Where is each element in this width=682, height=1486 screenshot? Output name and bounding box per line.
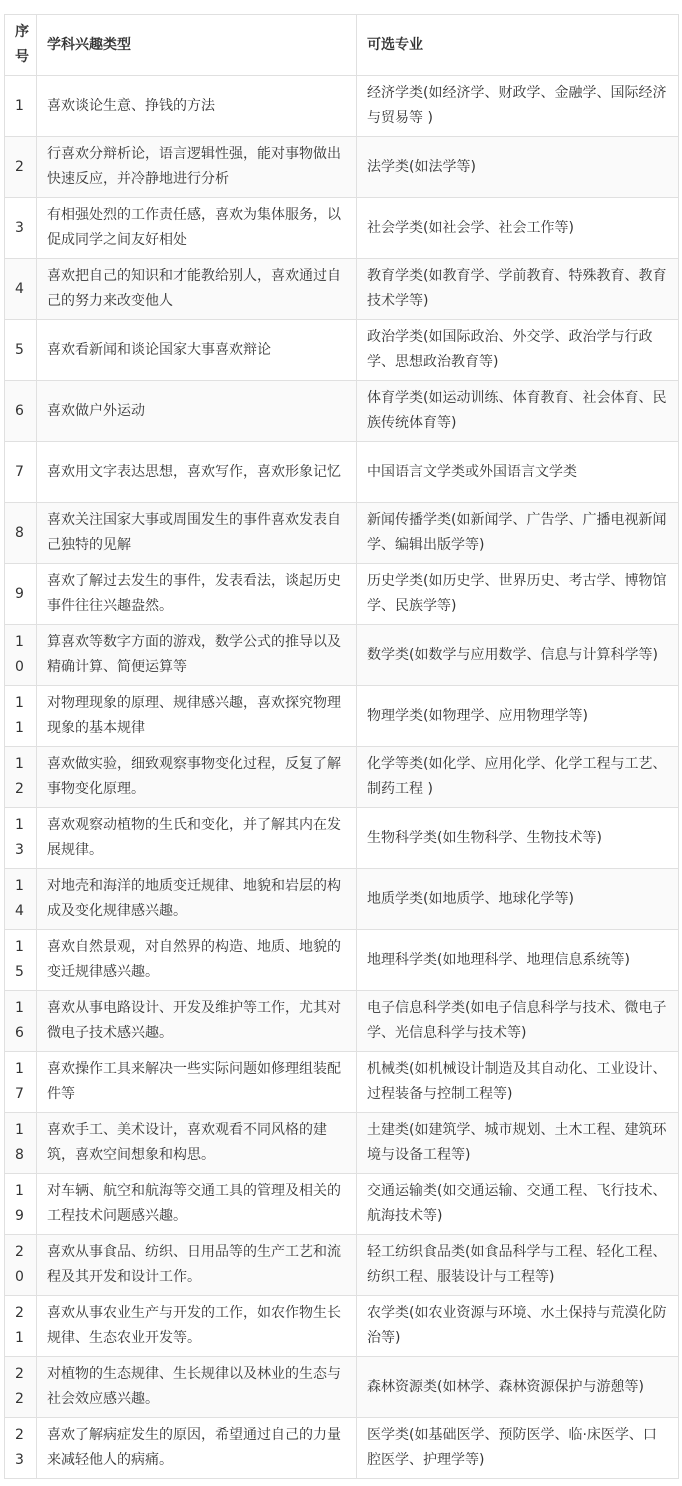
table-row bbox=[5, 564, 679, 625]
row-number: 11 bbox=[5, 686, 37, 747]
table-row bbox=[5, 625, 679, 686]
row-number: 2 bbox=[5, 137, 37, 198]
row-majors: 森林资源类(如林学、森林资源保护与游憩等) bbox=[357, 1357, 679, 1418]
table-row bbox=[5, 930, 679, 991]
row-interest: 喜欢观察动植物的生氏和变化，并了解其内在发展规律。 bbox=[37, 808, 357, 869]
row-number: 4 bbox=[5, 259, 37, 320]
row-majors: 农学类(如农业资源与环境、水土保持与荒漠化防治等) bbox=[357, 1296, 679, 1357]
row-number: 19 bbox=[5, 1174, 37, 1235]
table-row bbox=[5, 686, 679, 747]
table-row bbox=[5, 442, 679, 503]
table-row bbox=[5, 259, 679, 320]
row-majors: 数学类(如数学与应用数学、信息与计算科学等) bbox=[357, 625, 679, 686]
table-row bbox=[5, 869, 679, 930]
header-majors: 可选专业 bbox=[357, 15, 679, 76]
row-number: 14 bbox=[5, 869, 37, 930]
row-majors: 社会学类(如社会学、社会工作等) bbox=[357, 198, 679, 259]
row-interest: 喜欢操作工具来解决一些实际问题如修理组装配件等 bbox=[37, 1052, 357, 1113]
row-majors: 地质学类(如地质学、地球化学等) bbox=[357, 869, 679, 930]
table-row bbox=[5, 1174, 679, 1235]
table-row bbox=[5, 808, 679, 869]
row-majors: 物理学类(如物理学、应用物理学等) bbox=[357, 686, 679, 747]
row-number: 8 bbox=[5, 503, 37, 564]
row-number: 1 bbox=[5, 76, 37, 137]
row-interest: 喜欢从事电路设计、开发及维护等工作，尤其对微电子技术感兴趣。 bbox=[37, 991, 357, 1052]
row-number: 18 bbox=[5, 1113, 37, 1174]
row-interest: 喜欢了解病症发生的原因，希望通过自己的力量来减轻他人的病痛。 bbox=[37, 1418, 357, 1479]
row-majors: 交通运输类(如交通运输、交通工程、飞行技术、航海技术等) bbox=[357, 1174, 679, 1235]
row-interest: 喜欢把自己的知识和才能教给别人，喜欢通过自己的努力来改变他人 bbox=[37, 259, 357, 320]
row-number: 21 bbox=[5, 1296, 37, 1357]
table-row bbox=[5, 1052, 679, 1113]
table-row bbox=[5, 991, 679, 1052]
table-row bbox=[5, 747, 679, 808]
row-interest: 喜欢关注国家大事或周围发生的事件喜欢发表自己独特的见解 bbox=[37, 503, 357, 564]
row-interest: 算喜欢等数字方面的游戏，数学公式的推导以及精确计算、简便运算等 bbox=[37, 625, 357, 686]
row-interest: 喜欢谈论生意、挣钱的方法 bbox=[37, 76, 357, 137]
row-majors: 机械类(如机械设计制造及其自动化、工业设计、过程装备与控制工程等) bbox=[357, 1052, 679, 1113]
row-majors: 历史学类(如历史学、世界历史、考古学、博物馆学、民族学等) bbox=[357, 564, 679, 625]
majors-table bbox=[4, 14, 679, 1479]
row-majors: 地理科学类(如地理科学、地理信息系统等) bbox=[357, 930, 679, 991]
row-majors: 化学等类(如化学、应用化学、化学工程与工艺、制药工程 ) bbox=[357, 747, 679, 808]
row-number: 5 bbox=[5, 320, 37, 381]
table-row bbox=[5, 1296, 679, 1357]
table-row bbox=[5, 76, 679, 137]
row-interest: 喜欢做户外运动 bbox=[37, 381, 357, 442]
row-interest: 喜欢从事食品、纺织、日用品等的生产工艺和流程及其开发和设计工作。 bbox=[37, 1235, 357, 1296]
row-majors: 新闻传播学类(如新闻学、广告学、广播电视新闻学、编辑出版学等) bbox=[357, 503, 679, 564]
row-number: 9 bbox=[5, 564, 37, 625]
row-number: 15 bbox=[5, 930, 37, 991]
row-majors: 土建类(如建筑学、城市规划、土木工程、建筑环境与设备工程等) bbox=[357, 1113, 679, 1174]
row-interest: 喜欢从事农业生产与开发的工作，如农作物生长规律、生态农业开发等。 bbox=[37, 1296, 357, 1357]
row-interest: 对物理现象的原理、规律感兴趣，喜欢探究物理现象的基本规律 bbox=[37, 686, 357, 747]
row-number: 13 bbox=[5, 808, 37, 869]
row-majors: 政治学类(如国际政治、外交学、政治学与行政学、思想政治教育等) bbox=[357, 320, 679, 381]
row-number: 10 bbox=[5, 625, 37, 686]
row-number: 12 bbox=[5, 747, 37, 808]
table-row bbox=[5, 1235, 679, 1296]
row-interest: 对车辆、航空和航海等交通工具的管理及相关的工程技术问题感兴趣。 bbox=[37, 1174, 357, 1235]
row-number: 3 bbox=[5, 198, 37, 259]
row-majors: 经济学类(如经济学、财政学、金融学、国际经济与贸易等 ) bbox=[357, 76, 679, 137]
row-number: 16 bbox=[5, 991, 37, 1052]
table-row bbox=[5, 503, 679, 564]
header-number: 序号 bbox=[5, 15, 37, 76]
table-row bbox=[5, 381, 679, 442]
table-row bbox=[5, 1418, 679, 1479]
row-majors: 中国语言文学类或外国语言文学类 bbox=[357, 442, 679, 503]
row-number: 17 bbox=[5, 1052, 37, 1113]
row-interest: 有相强处烈的工作责任感，喜欢为集体服务，以促成同学之间友好相处 bbox=[37, 198, 357, 259]
row-majors: 电子信息科学类(如电子信息科学与技术、微电子学、光信息科学与技术等) bbox=[357, 991, 679, 1052]
row-interest: 喜欢用文字表达思想，喜欢写作，喜欢形象记忆 bbox=[37, 442, 357, 503]
table-row bbox=[5, 1357, 679, 1418]
row-majors: 体育学类(如运动训练、体育教育、社会体育、民族传统体育等) bbox=[357, 381, 679, 442]
row-number: 20 bbox=[5, 1235, 37, 1296]
row-number: 22 bbox=[5, 1357, 37, 1418]
row-interest: 喜欢手工、美术设计，喜欢观看不同风格的建筑，喜欢空间想象和构思。 bbox=[37, 1113, 357, 1174]
row-interest: 喜欢自然景观，对自然界的构造、地质、地貌的变迁规律感兴趣。 bbox=[37, 930, 357, 991]
row-interest: 行喜欢分辩析论，语言逻辑性强，能对事物做出快速反应，并冷静地进行分析 bbox=[37, 137, 357, 198]
row-interest: 对植物的生态规律、生长规律以及林业的生态与社会效应感兴趣。 bbox=[37, 1357, 357, 1418]
row-number: 7 bbox=[5, 442, 37, 503]
row-majors: 生物科学类(如生物科学、生物技术等) bbox=[357, 808, 679, 869]
row-majors: 轻工纺织食品类(如食品科学与工程、轻化工程、纺织工程、服装设计与工程等) bbox=[357, 1235, 679, 1296]
row-majors: 法学类(如法学等) bbox=[357, 137, 679, 198]
row-interest: 喜欢了解过去发生的事件，发表看法，谈起历史事件往往兴趣盎然。 bbox=[37, 564, 357, 625]
table-row bbox=[5, 137, 679, 198]
table-body bbox=[5, 76, 679, 1479]
row-interest: 对地壳和海洋的地质变迁规律、地貌和岩层的构成及变化规律感兴趣。 bbox=[37, 869, 357, 930]
table-row bbox=[5, 320, 679, 381]
header-interest-type: 学科兴趣类型 bbox=[37, 15, 357, 76]
row-majors: 教育学类(如教育学、学前教育、特殊教育、教育技术学等) bbox=[357, 259, 679, 320]
row-majors: 医学类(如基础医学、预防医学、临·床医学、口腔医学、护理学等) bbox=[357, 1418, 679, 1479]
row-number: 23 bbox=[5, 1418, 37, 1479]
table-header-row bbox=[5, 15, 679, 76]
row-interest: 喜欢看新闻和谈论国家大事喜欢辩论 bbox=[37, 320, 357, 381]
row-number: 6 bbox=[5, 381, 37, 442]
table-row bbox=[5, 198, 679, 259]
row-interest: 喜欢做实验，细致观察事物变化过程，反复了解事物变化原理。 bbox=[37, 747, 357, 808]
table-row bbox=[5, 1113, 679, 1174]
